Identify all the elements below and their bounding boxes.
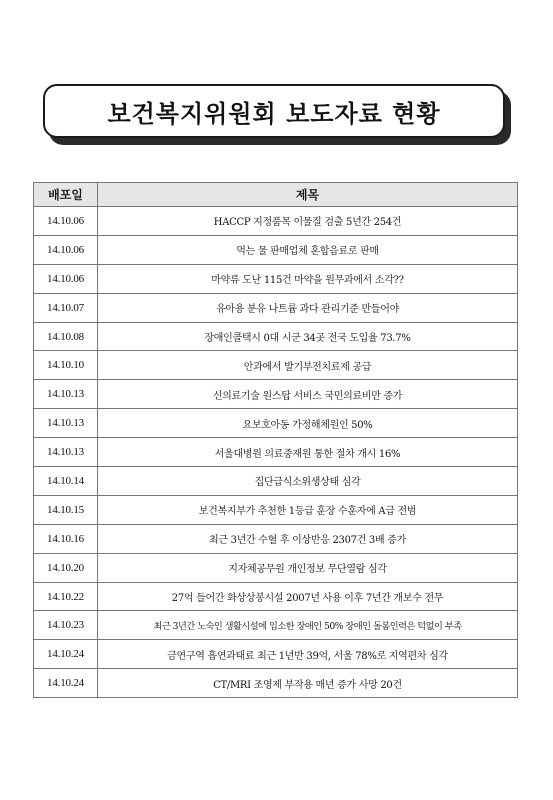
row-title: 지자체공무원 개인정보 무단열람 심각 bbox=[98, 553, 518, 582]
header-title: 제목 bbox=[98, 183, 518, 207]
row-title: HACCP 지정품목 이물질 검출 5년간 254건 bbox=[98, 207, 518, 236]
row-date: 14.10.13 bbox=[34, 380, 98, 409]
row-title: CT/MRI 조영제 부작용 매년 증가 사망 20건 bbox=[98, 669, 518, 698]
table-row bbox=[34, 495, 518, 524]
row-date: 14.10.23 bbox=[34, 611, 98, 640]
table-row bbox=[34, 524, 518, 553]
table-row bbox=[34, 611, 518, 640]
row-title: 보건복지부가 추천한 1등급 훈장 수훈자에 A급 전범 bbox=[98, 495, 518, 524]
row-title: 최근 3년간 노숙인 생활시설에 입소한 장애인 50% 장애인 돌봄인력은 턱없이 부족 bbox=[98, 611, 518, 640]
row-title: 먹는 물 판매업체 혼합음료로 판매 bbox=[98, 235, 518, 264]
row-date: 14.10.16 bbox=[34, 524, 98, 553]
row-title: 집단급식소위생상태 심각 bbox=[98, 467, 518, 496]
row-title: 서울대병원 의료중재원 통한 절차 개시 16% bbox=[98, 438, 518, 467]
page-title: 보건복지위원회 보도자료 현황 bbox=[107, 99, 441, 128]
row-title: 장애인콜택시 0대 시군 34곳 전국 도입율 73.7% bbox=[98, 322, 518, 351]
row-date: 14.10.08 bbox=[34, 322, 98, 351]
table-row bbox=[34, 235, 518, 264]
table-body bbox=[34, 207, 518, 698]
row-date: 14.10.07 bbox=[34, 293, 98, 322]
table-row bbox=[34, 322, 518, 351]
row-date: 14.10.13 bbox=[34, 438, 98, 467]
table-row bbox=[34, 553, 518, 582]
press-release-table bbox=[33, 182, 518, 698]
row-date: 14.10.06 bbox=[34, 235, 98, 264]
row-date: 14.10.06 bbox=[34, 207, 98, 236]
row-title: 요보호아동 가정해체원인 50% bbox=[98, 409, 518, 438]
title-box bbox=[43, 84, 505, 138]
table-row bbox=[34, 438, 518, 467]
row-date: 14.10.14 bbox=[34, 467, 98, 496]
table-header-row bbox=[34, 183, 518, 207]
row-date: 14.10.22 bbox=[34, 582, 98, 611]
table-row bbox=[34, 264, 518, 293]
row-title: 최근 3년간 수혈 후 이상반응 2307건 3배 증가 bbox=[98, 524, 518, 553]
table-row bbox=[34, 380, 518, 409]
row-title: 마약류 도난 115건 마약을 원무과에서 소각?? bbox=[98, 264, 518, 293]
row-date: 14.10.15 bbox=[34, 495, 98, 524]
table-row bbox=[34, 640, 518, 669]
row-date: 14.10.24 bbox=[34, 640, 98, 669]
row-title: 금연구역 흡연과태료 최근 1년반 39억, 서울 78%로 지역편차 심각 bbox=[98, 640, 518, 669]
row-date: 14.10.24 bbox=[34, 669, 98, 698]
row-date: 14.10.06 bbox=[34, 264, 98, 293]
table-row bbox=[34, 351, 518, 380]
table-row bbox=[34, 293, 518, 322]
table-row bbox=[34, 207, 518, 236]
row-date: 14.10.13 bbox=[34, 409, 98, 438]
table-row bbox=[34, 669, 518, 698]
table-row bbox=[34, 582, 518, 611]
row-date: 14.10.10 bbox=[34, 351, 98, 380]
row-title: 신의료기술 원스탑 서비스 국민의료비만 증가 bbox=[98, 380, 518, 409]
row-title: 안과에서 발기부전치료제 공급 bbox=[98, 351, 518, 380]
table-row bbox=[34, 409, 518, 438]
header-date: 배포일 bbox=[34, 183, 98, 207]
row-date: 14.10.20 bbox=[34, 553, 98, 582]
table-row bbox=[34, 467, 518, 496]
row-title: 27억 들어간 화상상봉시설 2007년 사용 이후 7년간 개보수 전무 bbox=[98, 582, 518, 611]
row-title: 유아용 분유 나트륨 과다 관리기준 만들어야 bbox=[98, 293, 518, 322]
